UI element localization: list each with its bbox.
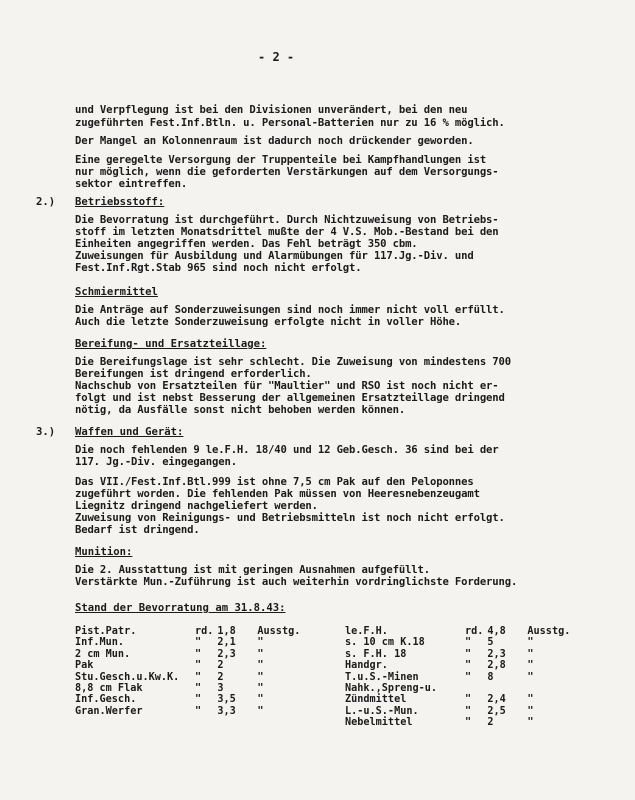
item-value: 8 [487, 671, 494, 683]
item-name: 8,8 cm Flak [75, 683, 143, 695]
item-name: L.-u.S.-Mun. [345, 705, 419, 717]
item-value: 5 [487, 637, 494, 649]
text-line: Die Bevorratung ist durchgeführt. Durch Nichtzuweisung von Betriebs- [75, 214, 499, 226]
item-value: 3 [217, 683, 224, 695]
text-line: Die Bereifungslage ist sehr schlecht. Die Zuweisung von mindestens 700 [75, 356, 511, 368]
table-row [73, 649, 307, 660]
text-line: stoff im letzten Monatsdrittel mußte der 4 V.S. Mob.-Bestand bei den [75, 226, 499, 238]
item-prefix: rd. [195, 626, 214, 637]
item-name: Pak [75, 660, 94, 672]
item-unit [525, 683, 577, 694]
item-name: T.u.S.-Minen [345, 671, 419, 683]
item-unit: Ausstg. [257, 626, 301, 637]
item-value: 2 [487, 717, 494, 729]
page-number: - 2 - [258, 50, 295, 64]
table-row [343, 660, 577, 671]
item-name: Stu.Gesch.u.Kw.K. [75, 671, 180, 683]
item-value: 3,3 [217, 705, 236, 717]
subsection-heading: Munition: [75, 546, 133, 558]
item-unit: " [257, 637, 264, 649]
item-value: 2,3 [217, 648, 236, 660]
item-unit: " [257, 671, 264, 683]
text-line: zugeführten Fest.Inf.Btln. u. Personal-Batterien nur zu 16 % möglich. [75, 117, 505, 129]
table-row [73, 706, 307, 717]
text-line: nötig, da Ausfälle sonst nicht behoben werden können. [75, 404, 406, 416]
item-value: 2 [217, 660, 224, 672]
text-line: folgt und ist nebst Besserung der allgemeinen Ersatzteillage dringend [75, 392, 505, 404]
item-unit: " [527, 671, 534, 683]
table-row [343, 683, 577, 694]
table-row [343, 626, 577, 637]
item-prefix: " [195, 637, 202, 649]
item-value: 4,8 [487, 626, 506, 637]
text-line: Liegnitz dringend nachgeliefert werden. [75, 500, 318, 512]
item-prefix: " [195, 705, 202, 717]
text-line: Einheiten angegriffen werden. Das Fehl beträgt 350 cbm. [75, 238, 418, 250]
text-line: Der Mangel an Kolonnenraum ist dadurch noch drückender geworden. [75, 135, 474, 147]
table-row [73, 626, 307, 637]
table-row [343, 694, 577, 705]
item-unit: " [257, 660, 264, 672]
item-value: 2,3 [487, 648, 506, 660]
item-name: Nahk.,Spreng-u. [345, 683, 438, 695]
item-value: 2,8 [487, 660, 506, 672]
item-unit: " [257, 683, 264, 695]
text-line: Die Anträge auf Sonderzuweisungen sind noch immer nicht voll erfüllt. [75, 304, 505, 316]
item-name: Nebelmittel [345, 717, 413, 729]
item-prefix: " [465, 648, 472, 660]
item-prefix: " [195, 694, 202, 706]
item-value [485, 683, 525, 694]
item-unit: " [257, 694, 264, 706]
item-prefix: " [195, 648, 202, 660]
item-name: 2 cm Mun. [75, 648, 131, 660]
item-prefix: " [465, 705, 472, 717]
item-unit: " [527, 705, 534, 717]
item-unit: " [257, 648, 264, 660]
item-unit: " [527, 694, 534, 706]
item-value: 2,1 [217, 637, 236, 649]
stock-heading: Stand der Bevorratung am 31.8.43: [75, 602, 286, 614]
text-line: Zuweisung von Reinigungs- und Betriebsmitteln ist noch nicht erfolgt. [75, 512, 505, 524]
text-line: Bereifungen ist dringend erforderlich. [75, 368, 312, 380]
item-value: 2,4 [487, 694, 506, 706]
table-row [343, 649, 577, 660]
table-row [343, 706, 577, 717]
subsection-heading: Bereifung- und Ersatzteillage: [75, 338, 267, 350]
section-heading: Waffen und Gerät: [75, 426, 184, 438]
item-name: Pist.Patr. [75, 626, 137, 637]
text-line: Verstärkte Mun.-Zuführung ist auch weiterhin vordringlichste Forderung. [75, 576, 518, 588]
stock-table-left [73, 626, 307, 717]
item-prefix: " [195, 660, 202, 672]
text-line: Auch die letzte Sonderzuweisung erfolgte nicht in voller Höhe. [75, 316, 462, 328]
item-prefix [463, 683, 485, 694]
table-row [73, 660, 307, 671]
table-row [73, 694, 307, 705]
item-unit: " [527, 717, 534, 729]
item-name: Inf.Mun. [75, 637, 125, 649]
item-unit: Ausstg. [527, 626, 571, 637]
item-value: 1,8 [217, 626, 236, 637]
stock-table-right [343, 626, 577, 729]
item-name: s. F.H. 18 [345, 648, 407, 660]
text-line: zugeführt worden. Die fehlenden Pak müssen von Heeresnebenzeugamt [75, 488, 480, 500]
section-heading: Betriebsstoff: [75, 196, 165, 208]
text-line: Das VII./Fest.Inf.Btl.999 ist ohne 7,5 cm Pak auf den Peloponnes [75, 476, 474, 488]
item-prefix: " [465, 694, 472, 706]
item-value: 2 [217, 671, 224, 683]
section-number: 3.) [36, 426, 56, 438]
item-unit: " [527, 648, 534, 660]
text-line: nur möglich, wenn die geforderten Verstärkungen auf dem Versorgungs- [75, 166, 499, 178]
item-value: 3,5 [217, 694, 236, 706]
item-unit: " [257, 705, 264, 717]
item-unit: " [527, 637, 534, 649]
table-row [73, 672, 307, 683]
text-line: Zuweisungen für Ausbildung und Alarmübungen für 117.Jg.-Div. und [75, 250, 474, 262]
item-name: Gran.Werfer [75, 705, 143, 717]
item-prefix: " [195, 683, 202, 695]
item-name: Inf.Gesch. [75, 694, 137, 706]
item-name: le.F.H. [345, 626, 388, 637]
text-line: Fest.Inf.Rgt.Stab 965 sind noch nicht erfolgt. [75, 262, 362, 274]
table-row [73, 683, 307, 694]
item-name: Handgr. [345, 660, 388, 672]
item-prefix: " [465, 717, 472, 729]
table-row [343, 672, 577, 683]
item-prefix: " [465, 660, 472, 672]
item-name: s. 10 cm K.18 [345, 637, 425, 649]
text-line: Bedarf ist dringend. [75, 524, 200, 536]
section-number: 2.) [36, 196, 56, 208]
item-prefix: " [465, 671, 472, 683]
text-line: Nachschub von Ersatzteilen für "Maultier" und RSO ist noch nicht er- [75, 380, 499, 392]
text-line: Eine geregelte Versorgung der Truppenteile bei Kampfhandlungen ist [75, 154, 487, 166]
subsection-heading: Schmiermittel [75, 286, 158, 298]
text-line: Die 2. Ausstattung ist mit geringen Ausnahmen aufgefüllt. [75, 564, 430, 576]
table-row [343, 637, 577, 648]
text-line: 117. Jg.-Div. eingegangen. [75, 456, 237, 468]
item-unit: " [527, 660, 534, 672]
item-value: 2,5 [487, 705, 506, 717]
table-row [343, 717, 577, 728]
text-line: sektor eintreffen. [75, 178, 188, 190]
table-row [73, 637, 307, 648]
text-line: und Verpflegung ist bei den Divisionen unverändert, bei den neu [75, 104, 468, 116]
item-prefix: rd. [465, 626, 484, 637]
item-name: Zündmittel [345, 694, 407, 706]
item-prefix: " [195, 671, 202, 683]
item-prefix: " [465, 637, 472, 649]
text-line: Die noch fehlenden 9 le.F.H. 18/40 und 12 Geb.Gesch. 36 sind bei der [75, 444, 499, 456]
